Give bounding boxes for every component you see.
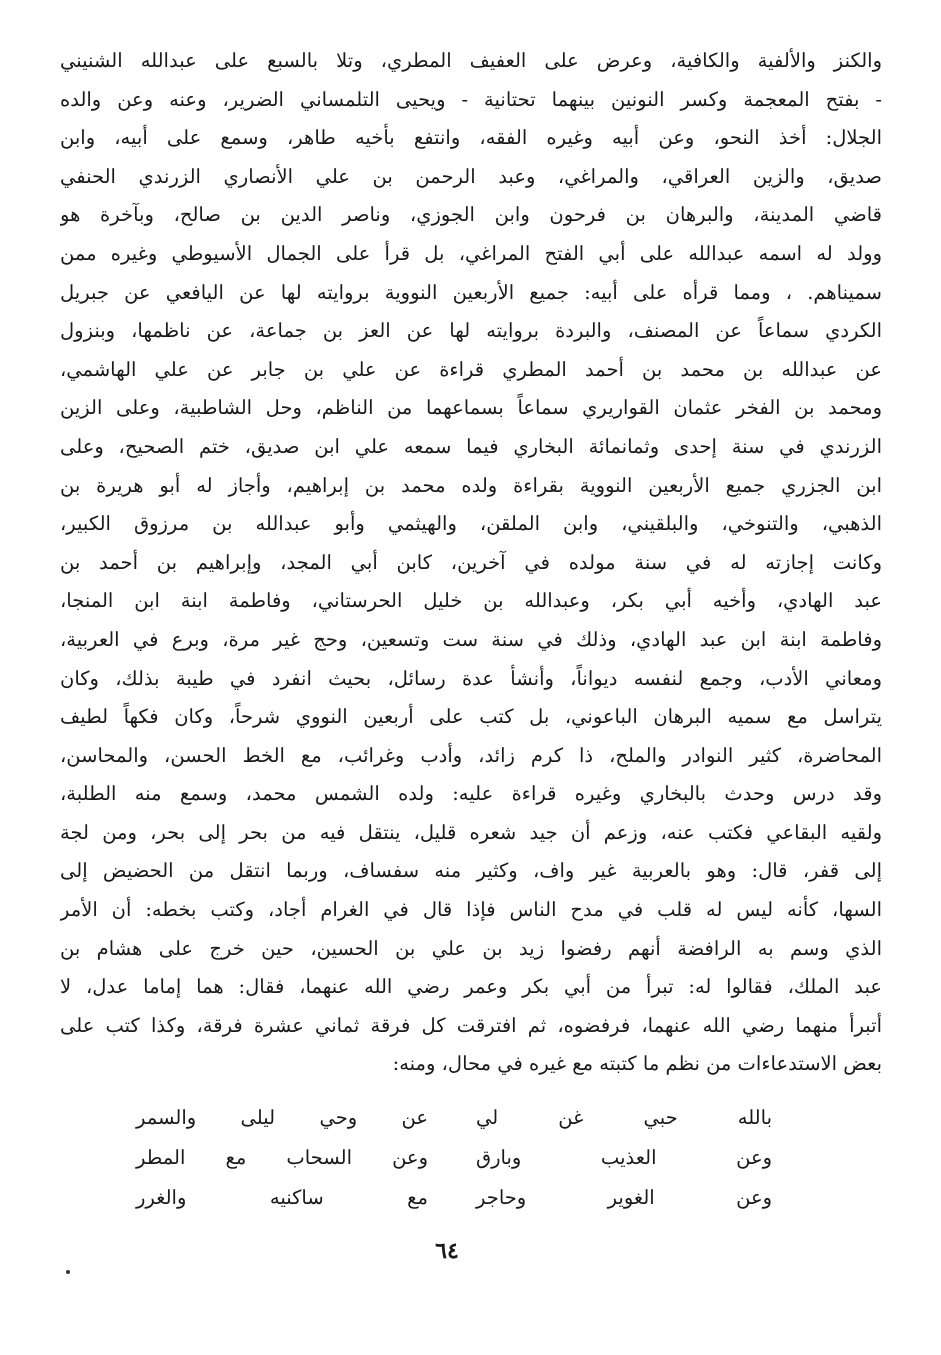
prose-line: الكردي سماعاً عن المصنف، والبردة بروايته لها عن العز بن جماعة، عن ناظمها، وبنزول [60, 319, 882, 343]
poem-verses [60, 1098, 882, 1218]
prose-line: - بفتح المعجمة وكسر النونين بينهما تحتانية - ويحيى التلمساني الضرير، وعنه وعن والده [60, 87, 882, 111]
verse-first-hemistich: وعن العذيب وبارق [476, 1146, 772, 1170]
verse-first-hemistich: بالله حبي غن لي [476, 1106, 772, 1130]
verse-first-hemistich: وعن الغوير وحاجر [476, 1186, 772, 1210]
prose-line: ولقيه البقاعي فكتب عنه، وزعم أن جيد شعره قليل، ينتقل فيه من بحر إلى بحر، ومن لجة [60, 820, 882, 844]
prose-line: ابن الجزري جميع الأربعين النووية بقراءة ولده محمد بن إبراهيم، وأجاز له أبو هريرة بن [60, 473, 882, 497]
prose-line: عبد الهادي، وأخيه أبي بكر، وعبدالله بن خليل الحرستاني، وفاطمة ابنة ابن المنجا، [60, 589, 882, 613]
prose-line: وقد درس وحدث بالبخاري وغيره قراءة عليه: ولده الشمس محمد، وسمع منه الطلبة، [60, 782, 882, 806]
prose-line: وولد له اسمه عبدالله على أبي الفتح المراغي، بل قرأ على الجمال الأسيوطي وغيره ممن [60, 241, 882, 265]
prose-line: أتبرأ منهما رضي الله عنهما، فرفضوه، ثم افترقت كل فرقة ثماني عشرة فرقة، وكذا كتب على [60, 1013, 882, 1037]
prose-line: عبد الملك، فقالوا له: تبرأ من أبي بكر وعمر رضي الله عنهما، فقال: هما إماما عدل، لا [60, 975, 882, 999]
prose-line: قاضي المدينة، والبرهان بن فرحون وابن الجوزي، وناصر الدين بن صالح، وبآخرة هو [60, 203, 882, 227]
prose-line: السها، كأنه ليس له قلب في مدح الناس فإذا قال في الغرام أجاد، وكتب بخطه: أن الأمر [60, 898, 882, 922]
book-page [60, 42, 882, 1218]
scan-speck [66, 1270, 70, 1274]
prose-line: ومحمد بن الفخر عثمان القواريري سماعاً بسماعهما من الناظم، وحل الشاطبية، وعلى الزين [60, 396, 882, 420]
prose-block [60, 42, 882, 1084]
verse-second-hemistich: مع ساكنيه والغرر [136, 1186, 428, 1210]
verse-second-hemistich: عن وحي ليلى والسمر [136, 1106, 428, 1130]
prose-line: بعض الاستدعاءات من نظم ما كتبته مع غيره في محال، ومنه: [392, 1052, 882, 1076]
verse [60, 1138, 882, 1178]
page-number: ٦٤ [435, 1238, 459, 1264]
prose-line: وفاطمة ابنة ابن عبد الهادي، وذلك في سنة ست وتسعين، وحج غير مرة، وبرع في العربية، [60, 627, 882, 651]
verse [60, 1098, 882, 1138]
prose-line: عن عبدالله بن محمد بن أحمد المطري قراءة عن علي بن جابر عن علي الهاشمي، [60, 357, 882, 381]
prose-line: الذهبي، والتنوخي، والبلقيني، وابن الملقن، والهيثمي وأبو عبدالله بن مرزوق الكبير، [60, 512, 882, 536]
prose-line: إلى قفر، قال: وهو بالعربية غير واف، وكثير منه سفساف، وربما انتقل من الحضيض إلى [60, 859, 882, 883]
prose-line: والكنز والألفية والكافية، وعرض على العفيف المطري، وتلا بالسبع على عبدالله الشنيني [60, 49, 882, 72]
verse-second-hemistich: وعن السحاب مع المطر [136, 1146, 428, 1170]
prose-line: يتراسل مع سميه البرهان الباعوني، بل كتب على أربعين النووي شرحاً، وكان فكهاً لطيف [60, 705, 882, 729]
prose-line: وكانت إجازته له في سنة مولده في آخرين، كابن أبي المجد، وإبراهيم بن أحمد بن [60, 550, 882, 574]
verse [60, 1178, 882, 1218]
prose-line: الذي وسم به الرافضة أنهم رفضوا زيد بن علي بن الحسين، حين خرج على هشام بن [60, 936, 882, 960]
prose-line: الجلال: أخذ النحو، وعن أبيه وغيره الفقه، وانتفع بأخيه طاهر، وسمع على أبيه، وابن [60, 126, 882, 150]
prose-line: سميناهم. ، ومما قرأه على أبيه: جميع الأربعين النووية بروايته لها عن اليافعي عن جبريل [60, 280, 882, 304]
prose-line: المحاضرة، كثير النوادر والملح، ذا كرم زائد، وأدب وغرائب، مع الخط الحسن، والمحاسن، [60, 743, 882, 767]
prose-line: ومعاني الأدب، وجمع لنفسه ديواناً، وأنشأ عدة رسائل، بحيث انفرد في طيبة بذلك، وكان [60, 666, 882, 690]
prose-line: الزرندي في سنة إحدى وثمانمائة البخاري فيما سمعه علي ابن صديق، ختم الصحيح، وعلى [60, 434, 882, 458]
prose-line: صديق، والزين العراقي، والمراغي، وعبد الرحمن بن علي الأنصاري الزرندي الحنفي [60, 164, 882, 188]
